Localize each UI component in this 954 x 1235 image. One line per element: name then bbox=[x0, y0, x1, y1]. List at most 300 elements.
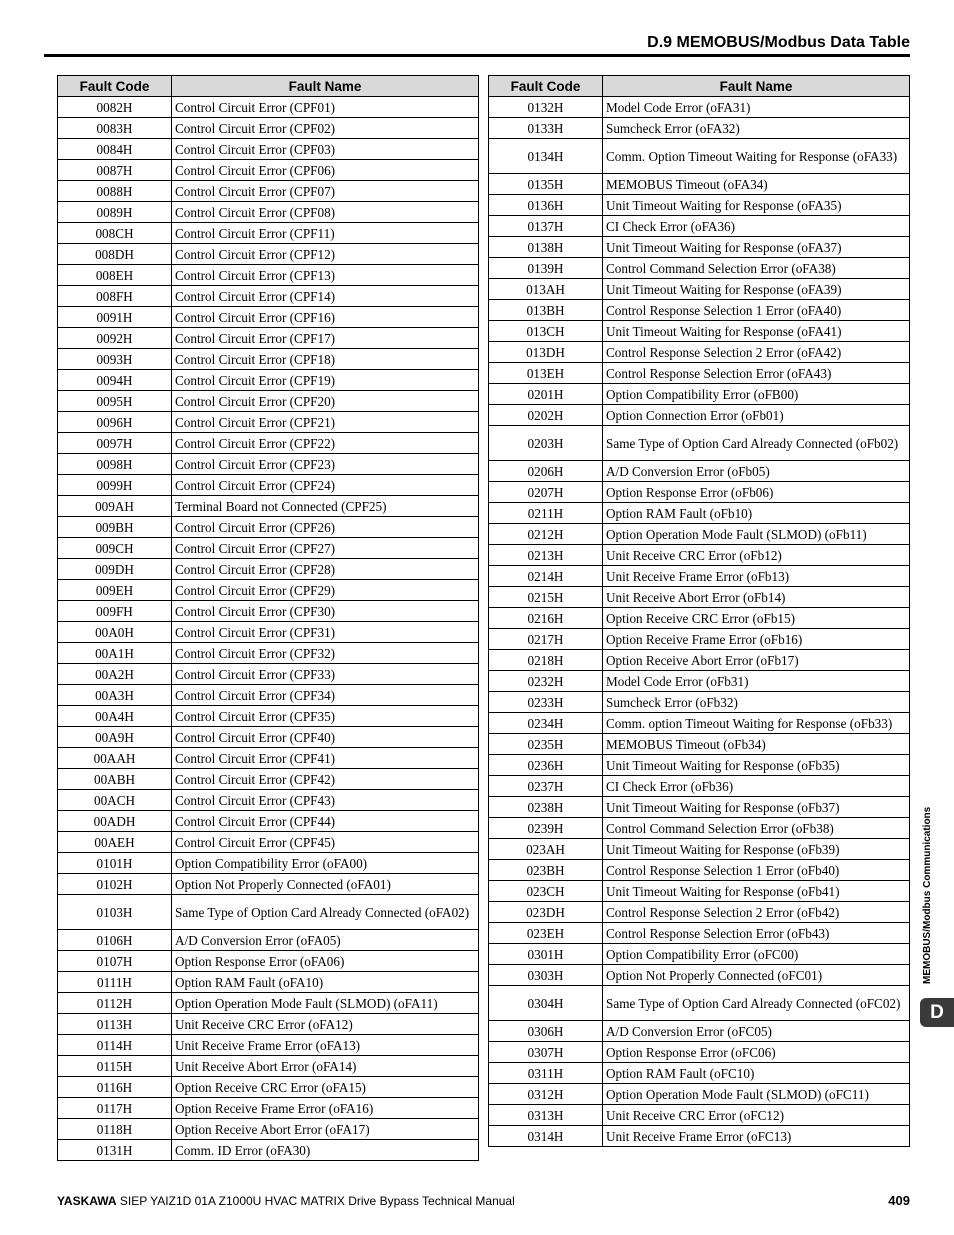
table-row bbox=[489, 405, 910, 426]
fault-code-cell: 0139H bbox=[489, 258, 603, 279]
fault-code-cell: 008EH bbox=[58, 265, 172, 286]
fault-name-cell: Option Response Error (oFC06) bbox=[603, 1042, 910, 1063]
fault-code-cell: 009FH bbox=[58, 601, 172, 622]
fault-code-cell: 023BH bbox=[489, 860, 603, 881]
table-row bbox=[489, 216, 910, 237]
fault-code-cell: 0096H bbox=[58, 412, 172, 433]
table-row bbox=[489, 734, 910, 755]
fault-code-cell: 0091H bbox=[58, 307, 172, 328]
fault-name-cell: Option Receive CRC Error (oFA15) bbox=[172, 1077, 479, 1098]
fault-name-cell: Control Circuit Error (CPF14) bbox=[172, 286, 479, 307]
fault-name-cell: Control Response Selection 2 Error (oFb42) bbox=[603, 902, 910, 923]
fault-name-cell: Control Command Selection Error (oFA38) bbox=[603, 258, 910, 279]
table-row bbox=[489, 587, 910, 608]
table-row bbox=[58, 664, 479, 685]
title-rule bbox=[44, 54, 910, 57]
table-row bbox=[58, 202, 479, 223]
fault-code-cell: 0314H bbox=[489, 1126, 603, 1147]
fault-code-cell: 0238H bbox=[489, 797, 603, 818]
table-row bbox=[489, 1126, 910, 1147]
fault-code-cell: 013EH bbox=[489, 363, 603, 384]
fault-name-cell: Control Circuit Error (CPF11) bbox=[172, 223, 479, 244]
fault-name-cell: Control Circuit Error (CPF29) bbox=[172, 580, 479, 601]
fault-name-cell: Control Circuit Error (CPF06) bbox=[172, 160, 479, 181]
table-row bbox=[489, 1021, 910, 1042]
fault-name-cell: Control Circuit Error (CPF01) bbox=[172, 97, 479, 118]
fault-name-cell: Unit Receive CRC Error (oFb12) bbox=[603, 545, 910, 566]
fault-name-cell: Control Circuit Error (CPF34) bbox=[172, 685, 479, 706]
column-header-fault-code: Fault Code bbox=[489, 76, 603, 97]
fault-code-cell: 008DH bbox=[58, 244, 172, 265]
fault-code-cell: 0115H bbox=[58, 1056, 172, 1077]
fault-code-cell: 008FH bbox=[58, 286, 172, 307]
fault-code-cell: 0099H bbox=[58, 475, 172, 496]
table-row bbox=[489, 1042, 910, 1063]
side-tab-label: MEMOBUS/Modbus Communications bbox=[922, 806, 933, 984]
column-header-fault-name: Fault Name bbox=[603, 76, 910, 97]
table-row bbox=[489, 860, 910, 881]
fault-code-cell: 0087H bbox=[58, 160, 172, 181]
fault-code-cell: 0112H bbox=[58, 993, 172, 1014]
fault-name-cell: Unit Timeout Waiting for Response (oFA41) bbox=[603, 321, 910, 342]
fault-code-cell: 009BH bbox=[58, 517, 172, 538]
fault-code-cell: 0106H bbox=[58, 930, 172, 951]
fault-name-cell: Option Not Properly Connected (oFA01) bbox=[172, 874, 479, 895]
fault-code-cell: 0134H bbox=[489, 139, 603, 174]
side-tab-letter: D bbox=[920, 998, 954, 1027]
fault-name-cell: Option Operation Mode Fault (SLMOD) (oFb11) bbox=[603, 524, 910, 545]
footer-manual-title: SIEP YAIZ1D 01A Z1000U HVAC MATRIX Drive Bypass Technical Manual bbox=[119, 1194, 515, 1208]
fault-code-cell: 023CH bbox=[489, 881, 603, 902]
fault-name-cell: Control Circuit Error (CPF41) bbox=[172, 748, 479, 769]
table-row bbox=[489, 566, 910, 587]
fault-code-cell: 0135H bbox=[489, 174, 603, 195]
table-row bbox=[58, 790, 479, 811]
fault-code-cell: 0092H bbox=[58, 328, 172, 349]
fault-name-cell: Option Connection Error (oFb01) bbox=[603, 405, 910, 426]
fault-code-cell: 0116H bbox=[58, 1077, 172, 1098]
fault-code-cell: 0232H bbox=[489, 671, 603, 692]
fault-code-cell: 0138H bbox=[489, 237, 603, 258]
table-row bbox=[58, 160, 479, 181]
fault-name-cell: Control Circuit Error (CPF22) bbox=[172, 433, 479, 454]
fault-code-cell: 0312H bbox=[489, 1084, 603, 1105]
fault-name-cell: Comm. ID Error (oFA30) bbox=[172, 1140, 479, 1161]
table-row bbox=[489, 426, 910, 461]
fault-code-cell: 0103H bbox=[58, 895, 172, 930]
fault-code-cell: 00ABH bbox=[58, 769, 172, 790]
table-row bbox=[58, 244, 479, 265]
fault-code-cell: 0083H bbox=[58, 118, 172, 139]
table-row bbox=[489, 174, 910, 195]
fault-code-cell: 0216H bbox=[489, 608, 603, 629]
fault-name-cell: Terminal Board not Connected (CPF25) bbox=[172, 496, 479, 517]
fault-code-cell: 0304H bbox=[489, 986, 603, 1021]
table-row bbox=[58, 853, 479, 874]
fault-name-cell: Option Compatibility Error (oFC00) bbox=[603, 944, 910, 965]
fault-code-cell: 009AH bbox=[58, 496, 172, 517]
table-row bbox=[58, 475, 479, 496]
fault-name-cell: Control Circuit Error (CPF13) bbox=[172, 265, 479, 286]
table-row bbox=[58, 1077, 479, 1098]
table-row bbox=[489, 384, 910, 405]
table-row bbox=[58, 930, 479, 951]
fault-code-cell: 0239H bbox=[489, 818, 603, 839]
fault-name-cell: Control Circuit Error (CPF03) bbox=[172, 139, 479, 160]
table-row bbox=[489, 1063, 910, 1084]
fault-name-cell: Option Compatibility Error (oFA00) bbox=[172, 853, 479, 874]
fault-code-cell: 0131H bbox=[58, 1140, 172, 1161]
fault-name-cell: Unit Receive Frame Error (oFC13) bbox=[603, 1126, 910, 1147]
fault-table-right bbox=[488, 75, 910, 1147]
fault-code-cell: 0307H bbox=[489, 1042, 603, 1063]
fault-code-cell: 0095H bbox=[58, 391, 172, 412]
fault-name-cell: Control Circuit Error (CPF12) bbox=[172, 244, 479, 265]
table-row bbox=[489, 965, 910, 986]
table-row bbox=[489, 1105, 910, 1126]
table-row bbox=[58, 832, 479, 853]
fault-code-cell: 0311H bbox=[489, 1063, 603, 1084]
table-header-row bbox=[489, 76, 910, 97]
fault-name-cell: Control Response Selection 2 Error (oFA42) bbox=[603, 342, 910, 363]
table-row bbox=[489, 139, 910, 174]
fault-code-cell: 00A9H bbox=[58, 727, 172, 748]
table-row bbox=[58, 622, 479, 643]
table-row bbox=[489, 524, 910, 545]
table-row bbox=[489, 1084, 910, 1105]
fault-code-cell: 00AAH bbox=[58, 748, 172, 769]
fault-name-cell: Control Circuit Error (CPF21) bbox=[172, 412, 479, 433]
fault-code-cell: 00A4H bbox=[58, 706, 172, 727]
fault-name-cell: Control Circuit Error (CPF20) bbox=[172, 391, 479, 412]
fault-name-cell: Unit Receive Frame Error (oFA13) bbox=[172, 1035, 479, 1056]
table-row bbox=[489, 97, 910, 118]
fault-name-cell: Control Circuit Error (CPF33) bbox=[172, 664, 479, 685]
table-row bbox=[58, 517, 479, 538]
table-row bbox=[58, 706, 479, 727]
table-row bbox=[58, 286, 479, 307]
fault-name-cell: Unit Timeout Waiting for Response (oFb39) bbox=[603, 839, 910, 860]
table-row bbox=[58, 580, 479, 601]
table-row bbox=[58, 370, 479, 391]
table-row bbox=[489, 986, 910, 1021]
fault-name-cell: Unit Timeout Waiting for Response (oFA39) bbox=[603, 279, 910, 300]
table-row bbox=[489, 692, 910, 713]
fault-code-cell: 023EH bbox=[489, 923, 603, 944]
fault-code-cell: 013BH bbox=[489, 300, 603, 321]
fault-name-cell: Control Circuit Error (CPF40) bbox=[172, 727, 479, 748]
fault-code-cell: 0203H bbox=[489, 426, 603, 461]
fault-name-cell: Option Receive Abort Error (oFA17) bbox=[172, 1119, 479, 1140]
column-header-fault-name: Fault Name bbox=[172, 76, 479, 97]
table-row bbox=[489, 608, 910, 629]
fault-name-cell: Control Circuit Error (CPF35) bbox=[172, 706, 479, 727]
table-row bbox=[58, 643, 479, 664]
table-row bbox=[489, 881, 910, 902]
fault-code-cell: 008CH bbox=[58, 223, 172, 244]
fault-name-cell: Sumcheck Error (oFb32) bbox=[603, 692, 910, 713]
fault-code-cell: 0211H bbox=[489, 503, 603, 524]
section-title: D.9 MEMOBUS/Modbus Data Table bbox=[647, 34, 910, 51]
fault-name-cell: Control Circuit Error (CPF17) bbox=[172, 328, 479, 349]
fault-code-cell: 00ADH bbox=[58, 811, 172, 832]
fault-name-cell: Option RAM Fault (oFC10) bbox=[603, 1063, 910, 1084]
fault-code-cell: 00A0H bbox=[58, 622, 172, 643]
fault-code-cell: 0212H bbox=[489, 524, 603, 545]
table-row bbox=[58, 139, 479, 160]
table-row bbox=[58, 307, 479, 328]
fault-name-cell: Control Circuit Error (CPF42) bbox=[172, 769, 479, 790]
fault-name-cell: Option Receive Frame Error (oFb16) bbox=[603, 629, 910, 650]
fault-name-cell: CI Check Error (oFA36) bbox=[603, 216, 910, 237]
table-row bbox=[489, 237, 910, 258]
fault-name-cell: Control Circuit Error (CPF32) bbox=[172, 643, 479, 664]
fault-code-cell: 0234H bbox=[489, 713, 603, 734]
fault-code-cell: 0082H bbox=[58, 97, 172, 118]
table-row bbox=[489, 363, 910, 384]
fault-code-cell: 0088H bbox=[58, 181, 172, 202]
fault-name-cell: Control Circuit Error (CPF28) bbox=[172, 559, 479, 580]
table-row bbox=[58, 1119, 479, 1140]
fault-code-cell: 0133H bbox=[489, 118, 603, 139]
fault-name-cell: Control Circuit Error (CPF43) bbox=[172, 790, 479, 811]
fault-name-cell: Control Command Selection Error (oFb38) bbox=[603, 818, 910, 839]
fault-name-cell: Option Receive Frame Error (oFA16) bbox=[172, 1098, 479, 1119]
table-row bbox=[489, 839, 910, 860]
fault-name-cell: Option Compatibility Error (oFB00) bbox=[603, 384, 910, 405]
fault-code-cell: 0202H bbox=[489, 405, 603, 426]
fault-code-cell: 0303H bbox=[489, 965, 603, 986]
fault-code-cell: 0118H bbox=[58, 1119, 172, 1140]
fault-name-cell: Unit Timeout Waiting for Response (oFA35) bbox=[603, 195, 910, 216]
fault-code-cell: 0107H bbox=[58, 951, 172, 972]
fault-code-cell: 0213H bbox=[489, 545, 603, 566]
column-header-fault-code: Fault Code bbox=[58, 76, 172, 97]
table-row bbox=[489, 321, 910, 342]
table-row bbox=[489, 629, 910, 650]
table-row bbox=[58, 895, 479, 930]
fault-code-cell: 0093H bbox=[58, 349, 172, 370]
fault-name-cell: MEMOBUS Timeout (oFb34) bbox=[603, 734, 910, 755]
fault-name-cell: Control Response Selection Error (oFb43) bbox=[603, 923, 910, 944]
table-row bbox=[58, 874, 479, 895]
table-row bbox=[489, 797, 910, 818]
fault-code-cell: 0111H bbox=[58, 972, 172, 993]
fault-code-cell: 0102H bbox=[58, 874, 172, 895]
fault-name-cell: Unit Timeout Waiting for Response (oFb35) bbox=[603, 755, 910, 776]
fault-name-cell: Unit Receive Abort Error (oFb14) bbox=[603, 587, 910, 608]
fault-name-cell: Unit Receive Abort Error (oFA14) bbox=[172, 1056, 479, 1077]
fault-name-cell: Control Circuit Error (CPF24) bbox=[172, 475, 479, 496]
table-row bbox=[489, 818, 910, 839]
page-number: 409 bbox=[888, 1193, 910, 1208]
footer bbox=[57, 1194, 515, 1208]
fault-name-cell: A/D Conversion Error (oFb05) bbox=[603, 461, 910, 482]
table-row bbox=[489, 118, 910, 139]
fault-code-cell: 023DH bbox=[489, 902, 603, 923]
table-row bbox=[58, 97, 479, 118]
table-row bbox=[58, 685, 479, 706]
table-row bbox=[489, 503, 910, 524]
table-row bbox=[489, 279, 910, 300]
table-row bbox=[489, 650, 910, 671]
fault-code-cell: 00A3H bbox=[58, 685, 172, 706]
fault-name-cell: MEMOBUS Timeout (oFA34) bbox=[603, 174, 910, 195]
fault-table-left bbox=[57, 75, 479, 1161]
fault-name-cell: A/D Conversion Error (oFA05) bbox=[172, 930, 479, 951]
table-row bbox=[58, 811, 479, 832]
fault-code-cell: 00ACH bbox=[58, 790, 172, 811]
fault-code-cell: 0313H bbox=[489, 1105, 603, 1126]
table-row bbox=[58, 328, 479, 349]
fault-code-cell: 0097H bbox=[58, 433, 172, 454]
table-row bbox=[58, 951, 479, 972]
footer-brand: YASKAWA bbox=[57, 1194, 117, 1208]
fault-name-cell: Control Response Selection 1 Error (oFb40) bbox=[603, 860, 910, 881]
fault-name-cell: Control Circuit Error (CPF23) bbox=[172, 454, 479, 475]
table-row bbox=[58, 1056, 479, 1077]
fault-name-cell: Unit Receive CRC Error (oFC12) bbox=[603, 1105, 910, 1126]
table-row bbox=[58, 391, 479, 412]
fault-name-cell: Control Circuit Error (CPF08) bbox=[172, 202, 479, 223]
fault-code-cell: 0117H bbox=[58, 1098, 172, 1119]
table-row bbox=[58, 601, 479, 622]
fault-name-cell: Control Circuit Error (CPF26) bbox=[172, 517, 479, 538]
table-row bbox=[489, 461, 910, 482]
fault-name-cell: Option Response Error (oFA06) bbox=[172, 951, 479, 972]
table-row bbox=[58, 433, 479, 454]
table-row bbox=[58, 223, 479, 244]
fault-code-cell: 0113H bbox=[58, 1014, 172, 1035]
table-row bbox=[58, 1014, 479, 1035]
table-row bbox=[489, 545, 910, 566]
fault-code-cell: 00A1H bbox=[58, 643, 172, 664]
fault-code-cell: 00A2H bbox=[58, 664, 172, 685]
fault-code-cell: 0236H bbox=[489, 755, 603, 776]
fault-code-cell: 0132H bbox=[489, 97, 603, 118]
fault-code-cell: 013CH bbox=[489, 321, 603, 342]
table-row bbox=[489, 923, 910, 944]
table-row bbox=[489, 195, 910, 216]
fault-name-cell: Option RAM Fault (oFb10) bbox=[603, 503, 910, 524]
fault-name-cell: Option RAM Fault (oFA10) bbox=[172, 972, 479, 993]
table-row bbox=[58, 727, 479, 748]
fault-code-cell: 0217H bbox=[489, 629, 603, 650]
fault-code-cell: 0218H bbox=[489, 650, 603, 671]
fault-name-cell: Control Circuit Error (CPF27) bbox=[172, 538, 479, 559]
fault-name-cell: Unit Timeout Waiting for Response (oFA37) bbox=[603, 237, 910, 258]
fault-code-cell: 0206H bbox=[489, 461, 603, 482]
fault-name-cell: Control Circuit Error (CPF07) bbox=[172, 181, 479, 202]
fault-name-cell: Model Code Error (oFA31) bbox=[603, 97, 910, 118]
fault-code-cell: 0233H bbox=[489, 692, 603, 713]
table-row bbox=[58, 1035, 479, 1056]
fault-name-cell: Control Circuit Error (CPF45) bbox=[172, 832, 479, 853]
fault-name-cell: Model Code Error (oFb31) bbox=[603, 671, 910, 692]
table-row bbox=[489, 944, 910, 965]
table-row bbox=[58, 769, 479, 790]
fault-code-cell: 0136H bbox=[489, 195, 603, 216]
fault-code-cell: 0301H bbox=[489, 944, 603, 965]
fault-name-cell: Control Circuit Error (CPF31) bbox=[172, 622, 479, 643]
fault-name-cell: Control Circuit Error (CPF19) bbox=[172, 370, 479, 391]
fault-code-cell: 0207H bbox=[489, 482, 603, 503]
table-row bbox=[58, 1098, 479, 1119]
fault-name-cell: Option Receive CRC Error (oFb15) bbox=[603, 608, 910, 629]
fault-code-cell: 0201H bbox=[489, 384, 603, 405]
fault-code-cell: 0237H bbox=[489, 776, 603, 797]
fault-code-cell: 009EH bbox=[58, 580, 172, 601]
fault-name-cell: CI Check Error (oFb36) bbox=[603, 776, 910, 797]
table-row bbox=[489, 902, 910, 923]
table-row bbox=[58, 265, 479, 286]
fault-name-cell: Unit Timeout Waiting for Response (oFb41) bbox=[603, 881, 910, 902]
fault-name-cell: Control Response Selection Error (oFA43) bbox=[603, 363, 910, 384]
fault-code-cell: 0235H bbox=[489, 734, 603, 755]
table-row bbox=[58, 993, 479, 1014]
fault-code-cell: 0101H bbox=[58, 853, 172, 874]
fault-name-cell: A/D Conversion Error (oFC05) bbox=[603, 1021, 910, 1042]
fault-code-cell: 0214H bbox=[489, 566, 603, 587]
fault-name-cell: Option Operation Mode Fault (SLMOD) (oFC11) bbox=[603, 1084, 910, 1105]
fault-code-cell: 0306H bbox=[489, 1021, 603, 1042]
fault-code-cell: 0137H bbox=[489, 216, 603, 237]
fault-name-cell: Option Operation Mode Fault (SLMOD) (oFA11) bbox=[172, 993, 479, 1014]
fault-code-cell: 009CH bbox=[58, 538, 172, 559]
fault-name-cell: Same Type of Option Card Already Connected (oFb02) bbox=[603, 426, 910, 461]
fault-name-cell: Sumcheck Error (oFA32) bbox=[603, 118, 910, 139]
fault-name-cell: Control Circuit Error (CPF44) bbox=[172, 811, 479, 832]
fault-code-cell: 023AH bbox=[489, 839, 603, 860]
fault-code-cell: 0114H bbox=[58, 1035, 172, 1056]
fault-name-cell: Control Circuit Error (CPF18) bbox=[172, 349, 479, 370]
fault-name-cell: Unit Receive CRC Error (oFA12) bbox=[172, 1014, 479, 1035]
fault-code-cell: 013DH bbox=[489, 342, 603, 363]
fault-code-cell: 013AH bbox=[489, 279, 603, 300]
table-row bbox=[58, 748, 479, 769]
table-row bbox=[489, 258, 910, 279]
fault-name-cell: Control Circuit Error (CPF16) bbox=[172, 307, 479, 328]
fault-name-cell: Control Response Selection 1 Error (oFA40) bbox=[603, 300, 910, 321]
fault-name-cell: Comm. option Timeout Waiting for Response (oFb33) bbox=[603, 713, 910, 734]
fault-code-cell: 0098H bbox=[58, 454, 172, 475]
fault-name-cell: Option Not Properly Connected (oFC01) bbox=[603, 965, 910, 986]
fault-name-cell: Same Type of Option Card Already Connected (oFC02) bbox=[603, 986, 910, 1021]
fault-code-cell: 0089H bbox=[58, 202, 172, 223]
fault-name-cell: Option Receive Abort Error (oFb17) bbox=[603, 650, 910, 671]
table-row bbox=[58, 349, 479, 370]
fault-code-cell: 009DH bbox=[58, 559, 172, 580]
table-row bbox=[489, 342, 910, 363]
table-row bbox=[489, 713, 910, 734]
table-row bbox=[489, 482, 910, 503]
fault-name-cell: Comm. Option Timeout Waiting for Response (oFA33) bbox=[603, 139, 910, 174]
table-row bbox=[489, 671, 910, 692]
table-row bbox=[58, 1140, 479, 1161]
fault-name-cell: Unit Timeout Waiting for Response (oFb37) bbox=[603, 797, 910, 818]
fault-name-cell: Option Response Error (oFb06) bbox=[603, 482, 910, 503]
table-row bbox=[58, 412, 479, 433]
table-row bbox=[58, 454, 479, 475]
fault-name-cell: Same Type of Option Card Already Connected (oFA02) bbox=[172, 895, 479, 930]
table-row bbox=[489, 300, 910, 321]
table-row bbox=[58, 559, 479, 580]
fault-name-cell: Control Circuit Error (CPF02) bbox=[172, 118, 479, 139]
fault-code-cell: 0215H bbox=[489, 587, 603, 608]
fault-code-cell: 0084H bbox=[58, 139, 172, 160]
table-row bbox=[58, 972, 479, 993]
table-header-row bbox=[58, 76, 479, 97]
